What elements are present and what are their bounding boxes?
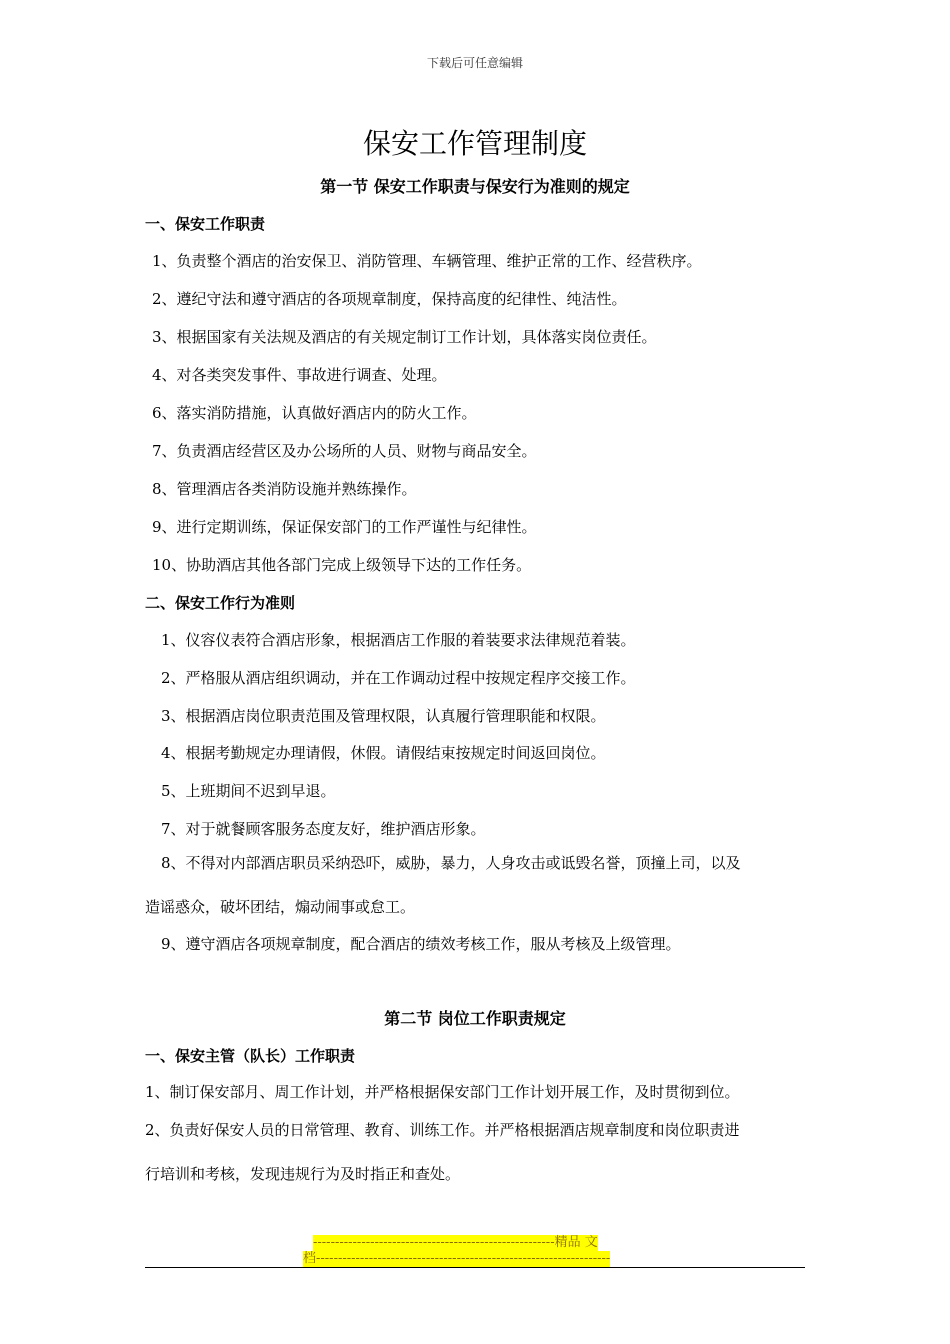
conduct-item: 3、根据酒店岗位职责范围及管理权限，认真履行管理职能和权限。 [161,707,606,725]
section-2-title: 第二节 岗位工作职责规定 [384,1009,566,1028]
supervisor-duty-item: 2、负责好保安人员的日常管理、教育、训练工作。并严格根据酒店规章制度和岗位职责进 [145,1121,740,1139]
footer-watermark-line-2: 档------------------------------------------------------------------- [303,1251,611,1266]
duty-item: 4、对各类突发事件、事故进行调查、处理。 [152,366,447,384]
section-1-title: 第一节 保安工作职责与保安行为准则的规定 [320,177,630,196]
conduct-item: 4、根据考勤规定办理请假，休假。请假结束按规定时间返回岗位。 [161,744,606,762]
duty-item: 10、协助酒店其他各部门完成上级领导下达的工作任务。 [152,556,532,574]
conduct-item: 7、对于就餐顾客服务态度友好，维护酒店形象。 [161,820,486,838]
duty-item: 1、负责整个酒店的治安保卫、消防管理、车辆管理、维护正常的工作、经营秩序。 [152,252,702,270]
section-1-part-2-heading: 二、保安工作行为准则 [145,594,296,612]
section-2-part-1-heading: 一、保安主管（队长）工作职责 [145,1047,356,1065]
duty-item: 8、管理酒店各类消防设施并熟练操作。 [152,480,417,498]
page-header-note: 下载后可任意编辑 [426,56,523,70]
duty-item: 9、进行定期训练，保证保安部门的工作严谨性与纪律性。 [152,518,537,536]
supervisor-duty-item-continuation: 行培训和考核，发现违规行为及时指正和查处。 [145,1165,461,1183]
footer-divider [145,1267,805,1268]
duty-item: 2、遵纪守法和遵守酒店的各项规章制度，保持高度的纪律性、纯洁性。 [152,290,627,308]
conduct-item: 2、严格服从酒店组织调动，并在工作调动过程中按规定程序交接工作。 [161,669,636,687]
section-1-part-1-heading: 一、保安工作职责 [145,215,266,233]
duty-item: 6、落实消防措施，认真做好酒店内的防火工作。 [152,404,477,422]
supervisor-duty-item: 1、制订保安部月、周工作计划，并严格根据保安部门工作计划开展工作，及时贯彻到位。 [145,1083,740,1101]
document-title: 保安工作管理制度 [362,127,587,160]
conduct-item: 5、上班期间不迟到早退。 [161,782,336,800]
conduct-item: 9、遵守酒店各项规章制度，配合酒店的绩效考核工作，服从考核及上级管理。 [161,935,681,953]
conduct-item: 8、不得对内部酒店职员采纳恐吓，威胁，暴力，人身攻击或诋毁名誉，顶撞上司，以及 [161,854,741,872]
duty-item: 7、负责酒店经营区及办公场所的人员、财物与商品安全。 [152,442,537,460]
conduct-item: 1、仪容仪表符合酒店形象，根据酒店工作服的着装要求法律规范着装。 [161,631,636,649]
footer-watermark-line-1: -------------------------------------------------------精品 文 [313,1235,598,1250]
duty-item: 3、根据国家有关法规及酒店的有关规定制订工作计划，具体落实岗位责任。 [152,328,657,346]
conduct-item-continuation: 造谣惑众，破坏团结，煽动闹事或怠工。 [145,898,416,916]
